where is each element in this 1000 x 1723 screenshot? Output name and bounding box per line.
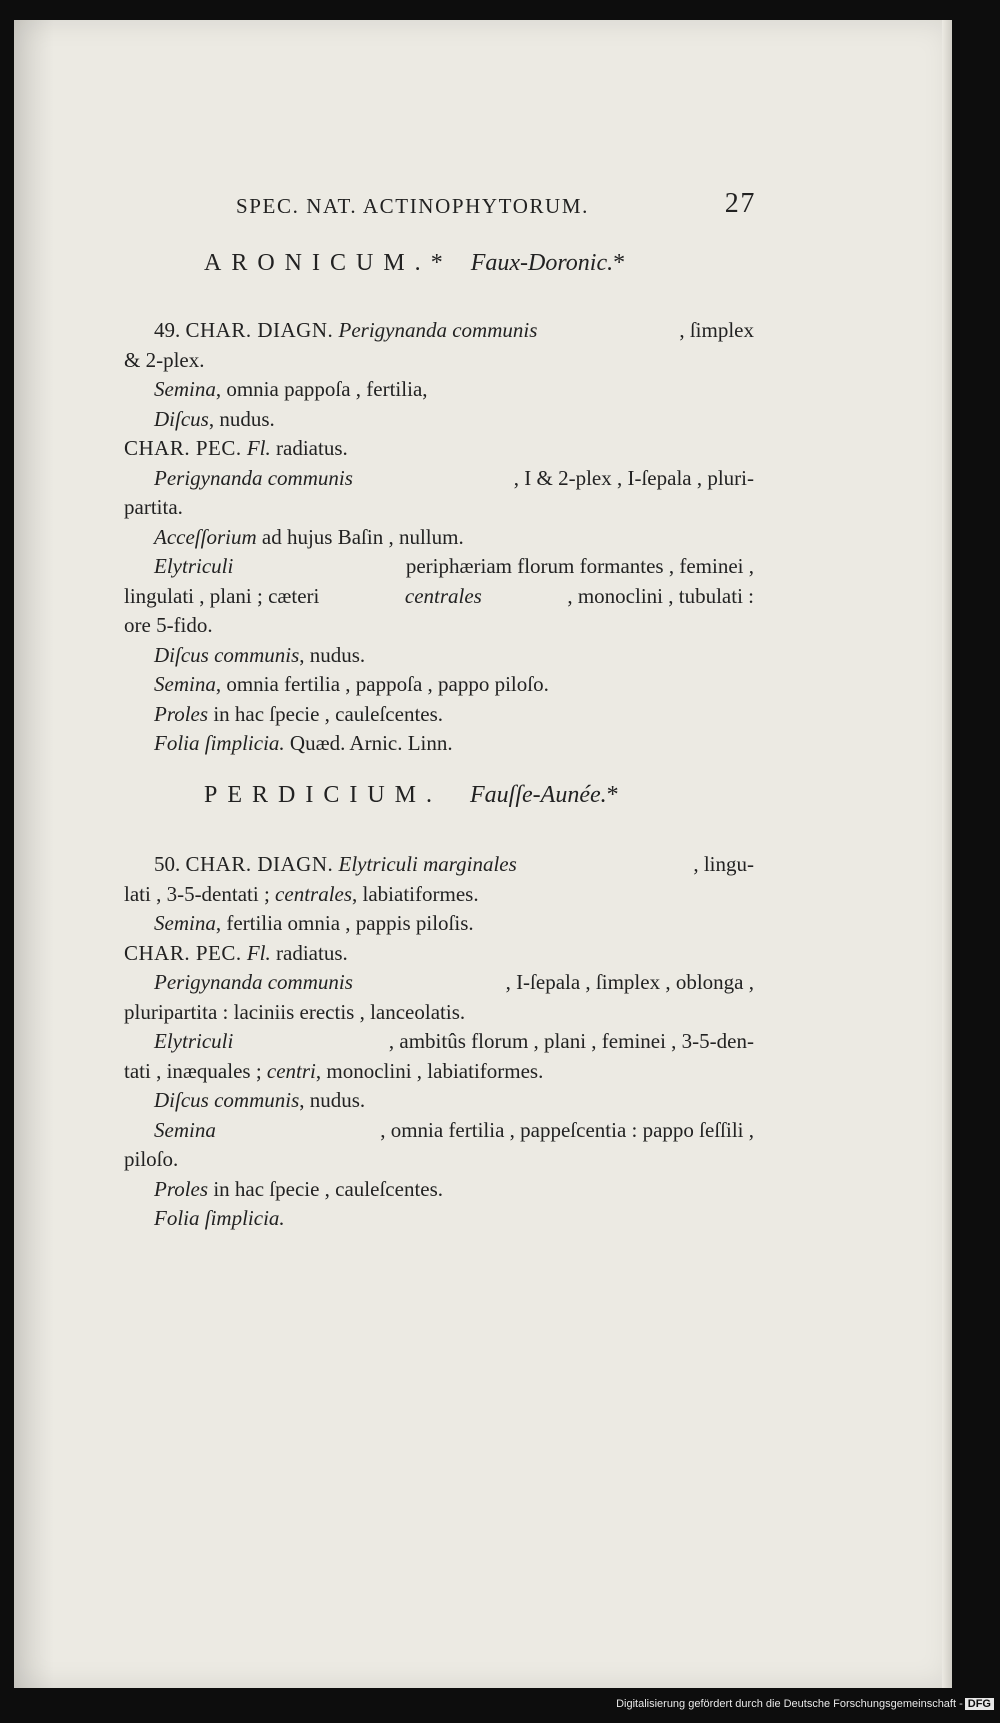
char-label: CHAR. PEC. [124,940,242,965]
french-star: * [613,250,626,276]
line-part: , labiatiformes. [352,881,479,906]
text-line [124,552,754,582]
text-line [124,523,754,553]
text-line: ore 5-fido. [124,613,213,637]
line-rest: , omnia pappoſa , fertilia, [215,377,428,401]
line-rest: , nudus. [208,406,275,431]
term: centri [266,1058,316,1083]
term: Diſcus communis [154,1088,300,1112]
running-head [236,188,756,224]
line-rest: , nudus. [299,642,366,667]
text-line: & 2-plex. [124,347,205,372]
french-star: * [606,782,619,808]
genus-heading [124,248,754,292]
term: Diſcus [154,406,209,431]
line-part: lati , 3-5-dentati ; [124,881,270,906]
line-part: , monoclini , tubulati : [567,583,754,608]
entry-number: 50. [154,852,181,876]
text-line [124,700,754,730]
term: Perigynanda communis [154,970,353,994]
line-rest: , lingu- [693,852,754,876]
text-line [124,729,754,759]
term: Semina [154,1117,216,1142]
digitization-footer [0,1698,1000,1718]
text-line [124,1175,754,1205]
line-rest: , ambitûs florum , plani , feminei , 3-5-den- [388,1029,754,1053]
text-line [124,1204,754,1234]
term: Folia ſimplicia. [154,1206,285,1230]
term: centrales [275,881,353,906]
text-line [124,1086,754,1116]
line-rest: periphæriam florum formantes , feminei , [405,554,754,578]
text-line [124,1116,754,1146]
term: Acceſſorium [154,524,257,549]
line-rest: , nudus. [299,1088,366,1112]
line-part: tati , inæquales ; [124,1058,262,1083]
french-name: Faux-Doronic. [470,250,614,276]
line-rest: in hac ſpecie , cauleſcentes. [213,1176,444,1201]
book-page [14,20,952,1688]
text-line [124,464,754,494]
line-rest: ad hujus Baſin , nullum. [261,524,464,549]
char-label: CHAR. PEC. [124,436,242,460]
term: Elytriculi marginales [338,852,517,876]
term: Perigynanda communis [154,465,353,490]
term: Semina [154,911,216,935]
text-line [124,641,754,671]
line-rest: , I-ſepala , ſimplex , oblonga , [505,970,754,994]
text-line [124,434,754,464]
line-rest: , I & 2-plex , I-ſepala , pluri- [513,465,754,490]
term: Perigynanda communis [338,318,538,342]
term: Folia ſimplicia. [154,731,285,755]
term: Elytriculi [154,554,234,578]
page-spine-shadow [14,20,54,1688]
heading-star: * [430,250,443,276]
dfg-logo: DFG [965,1698,994,1710]
term: Proles [154,701,209,726]
term: Fl. [246,940,271,965]
line-rest: , fertilia omnia , pappis piloſis. [215,911,474,935]
line-rest: radiatus. [276,436,348,460]
entry-number: 49. [154,318,181,342]
term: centrales [404,583,482,608]
text-line [124,909,754,939]
section-aronicum [124,248,754,759]
line-rest: in hac ſpecie , cauleſcentes. [213,701,444,726]
term: Diſcus communis [154,642,300,667]
page-edge [942,20,952,1688]
text-line [124,880,754,910]
text-line [124,316,754,346]
term: Elytriculi [154,1029,234,1053]
term: Fl. [246,436,271,460]
text-line: piloſo. [124,1147,179,1171]
genus-name: PERDICIUM. [204,782,443,808]
term: Semina [154,672,216,696]
line-rest: radiatus. [276,940,348,965]
genus-heading [124,780,754,824]
line-rest: Quæd. Arnic. Linn. [289,731,453,755]
line-rest: , ſimplex [679,318,754,342]
text-line [124,670,754,700]
line-part: , monoclini , labiatiformes. [315,1058,544,1083]
char-label: CHAR. DIAGN. [185,852,334,876]
footer-text: Digitalisierung gefördert durch die Deutsche Forschungsgemeinschaft - [616,1698,963,1710]
text-line [124,1057,754,1087]
line-part: lingulati , plani ; cæteri [124,583,320,608]
text-line: pluripartita : laciniis erectis , lanceolatis. [124,999,466,1024]
text-line [124,1027,754,1057]
term: Proles [154,1176,209,1201]
text-line [124,582,754,612]
page-number: 27 [724,188,756,219]
genus-name: ARONICUM. [204,250,431,276]
text-line [124,939,754,969]
section-perdicium [124,780,754,1234]
french-name: Fauſſe-Aunée. [470,782,607,808]
line-rest: , omnia fertilia , pappoſa , pappo piloſo. [215,672,549,696]
line-rest: , omnia fertilia , pappeſcentia : pappo ſeſſili , [380,1117,754,1142]
text-line [124,968,754,998]
text-line: partita. [124,495,183,519]
term: Semina [154,377,216,401]
text-line [124,850,754,880]
char-label: CHAR. DIAGN. [185,318,334,342]
running-head-title: SPEC. NAT. ACTINOPHYTORUM. [236,194,589,218]
text-line [124,375,754,405]
text-line [124,405,754,435]
